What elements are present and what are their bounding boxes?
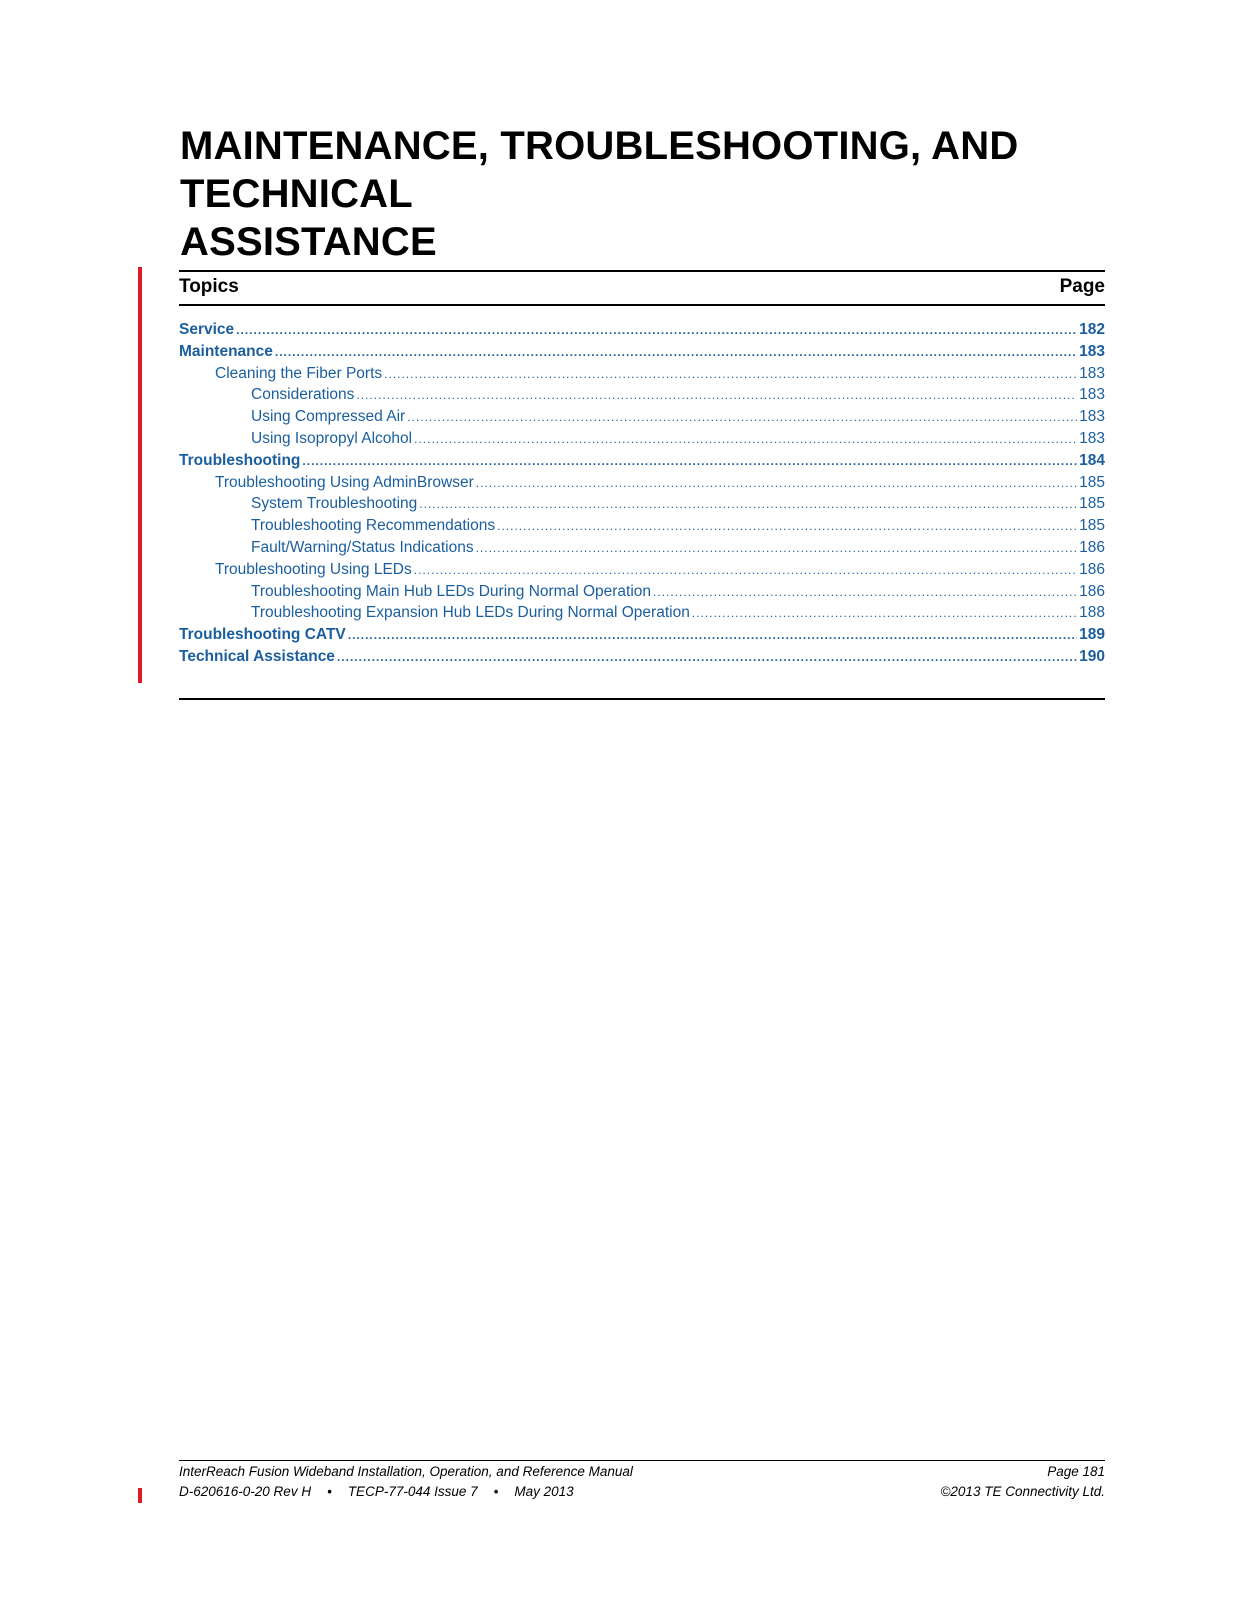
footer-doc-number: D-620616-0-20 Rev H (179, 1484, 312, 1499)
toc-dot-leader (692, 606, 1077, 620)
toc-entry-label[interactable]: Troubleshooting (179, 451, 301, 469)
toc-entry-page[interactable]: 183 (1079, 386, 1105, 404)
toc-dot-leader (275, 345, 1077, 359)
toc-dot-leader (384, 367, 1077, 381)
toc-entry-page[interactable]: 185 (1079, 473, 1105, 491)
toc-entry-page[interactable]: 183 (1079, 408, 1105, 426)
toc-dot-leader (414, 432, 1077, 446)
toc-entry[interactable] (179, 648, 1105, 670)
toc-entry-page[interactable]: 186 (1079, 560, 1105, 578)
footer-line-2 (179, 1484, 1105, 1499)
toc-entry[interactable] (179, 365, 1105, 387)
toc-bottom-rule (179, 698, 1105, 700)
toc-entry-page[interactable]: 190 (1079, 647, 1105, 665)
toc-dot-leader (414, 563, 1077, 577)
toc-dot-leader (476, 541, 1078, 555)
toc-entry-label[interactable]: Service (179, 321, 235, 338)
footer-bullet: • (327, 1484, 332, 1499)
toc-entry[interactable] (179, 452, 1105, 474)
toc-entry-label[interactable]: Troubleshooting CATV (179, 626, 346, 644)
toc-entry-page[interactable]: 186 (1079, 538, 1105, 556)
toc-entry-label[interactable]: Using Isopropyl Alcohol (251, 429, 413, 447)
toc-entry-label[interactable]: Cleaning the Fiber Ports (215, 364, 383, 382)
toc-entry[interactable] (179, 517, 1105, 539)
toc-entry-label[interactable]: Troubleshooting Recommendations (251, 517, 496, 535)
toc-list (179, 321, 1105, 670)
toc-entry-label[interactable]: Using Compressed Air (251, 408, 406, 426)
toc-entry-label[interactable]: Considerations (251, 386, 355, 404)
toc-entry[interactable] (179, 604, 1105, 626)
footer-copyright: ©2013 TE Connectivity Ltd. (940, 1484, 1105, 1499)
footer-page-number: Page 181 (1047, 1464, 1105, 1479)
footer-rule (179, 1460, 1105, 1461)
toc-entry-page[interactable]: 183 (1079, 342, 1105, 360)
toc-entry-page[interactable]: 185 (1079, 495, 1105, 513)
toc-entry-label[interactable]: Troubleshooting Using LEDs (215, 560, 412, 578)
toc-dot-leader (497, 519, 1077, 533)
toc-dot-leader (337, 650, 1077, 664)
toc-entry-label[interactable]: Fault/Warning/Status Indications (251, 538, 474, 556)
page-title-line-2: ASSISTANCE (180, 220, 437, 264)
toc-entry-label[interactable]: System Troubleshooting (251, 495, 418, 513)
toc-entry[interactable] (179, 430, 1105, 452)
toc-dot-leader (356, 388, 1077, 402)
footer-line-1 (179, 1464, 1105, 1479)
footer-bullet: • (493, 1484, 499, 1499)
toc-entry-label[interactable]: Troubleshooting Using AdminBrowser (215, 473, 474, 491)
footer-tecp: TECP-77-044 Issue 7 (347, 1484, 478, 1499)
toc-entry[interactable] (179, 495, 1105, 517)
toc-entry-page[interactable]: 183 (1079, 429, 1105, 447)
toc-entry[interactable] (179, 321, 1105, 343)
toc-entry-page[interactable]: 184 (1079, 451, 1105, 469)
toc-dot-leader (407, 410, 1077, 424)
toc-dot-leader (419, 497, 1077, 511)
toc-entry[interactable] (179, 561, 1105, 583)
toc-dot-leader (348, 628, 1077, 642)
toc-header-topics: Topics (179, 276, 239, 297)
footer-manual-title: InterReach Fusion Wideband Installation, Operation, and Reference Manual (179, 1464, 633, 1479)
toc-entry-label[interactable]: Technical Assistance (179, 647, 335, 665)
toc-header-page: Page (1059, 276, 1105, 297)
toc-entry[interactable] (179, 474, 1105, 496)
toc-entry[interactable] (179, 343, 1105, 365)
toc-dot-leader (236, 323, 1077, 337)
page-title (180, 122, 1140, 266)
toc-entry-page[interactable]: 182 (1079, 321, 1105, 338)
toc-entry-page[interactable]: 185 (1079, 517, 1105, 535)
toc-dot-leader (476, 476, 1077, 490)
change-bar (138, 267, 142, 683)
toc-entry-label[interactable]: Troubleshooting Expansion Hub LEDs During Normal Operation (251, 604, 690, 622)
toc-dot-leader (653, 585, 1077, 599)
toc-header-rule (179, 304, 1105, 306)
toc-entry[interactable] (179, 386, 1105, 408)
toc-entry-page[interactable]: 188 (1079, 604, 1105, 622)
toc-entry-label[interactable]: Maintenance (179, 342, 273, 360)
toc-dot-leader (302, 454, 1077, 468)
toc-entry-page[interactable]: 186 (1079, 582, 1105, 600)
toc-entry-page[interactable]: 183 (1079, 364, 1105, 382)
toc-entry[interactable] (179, 408, 1105, 430)
toc-entry[interactable] (179, 583, 1105, 605)
toc-header (179, 272, 1105, 302)
toc-entry[interactable] (179, 626, 1105, 648)
page-title-line-1: MAINTENANCE, TROUBLESHOOTING, AND TECHNICAL (180, 124, 1019, 216)
footer-change-bar (138, 1488, 142, 1503)
footer-date: May 2013 (514, 1484, 574, 1499)
toc-entry-page[interactable]: 189 (1079, 626, 1105, 644)
toc-entry[interactable] (179, 539, 1105, 561)
toc-entry-label[interactable]: Troubleshooting Main Hub LEDs During Normal Operation (251, 582, 652, 600)
